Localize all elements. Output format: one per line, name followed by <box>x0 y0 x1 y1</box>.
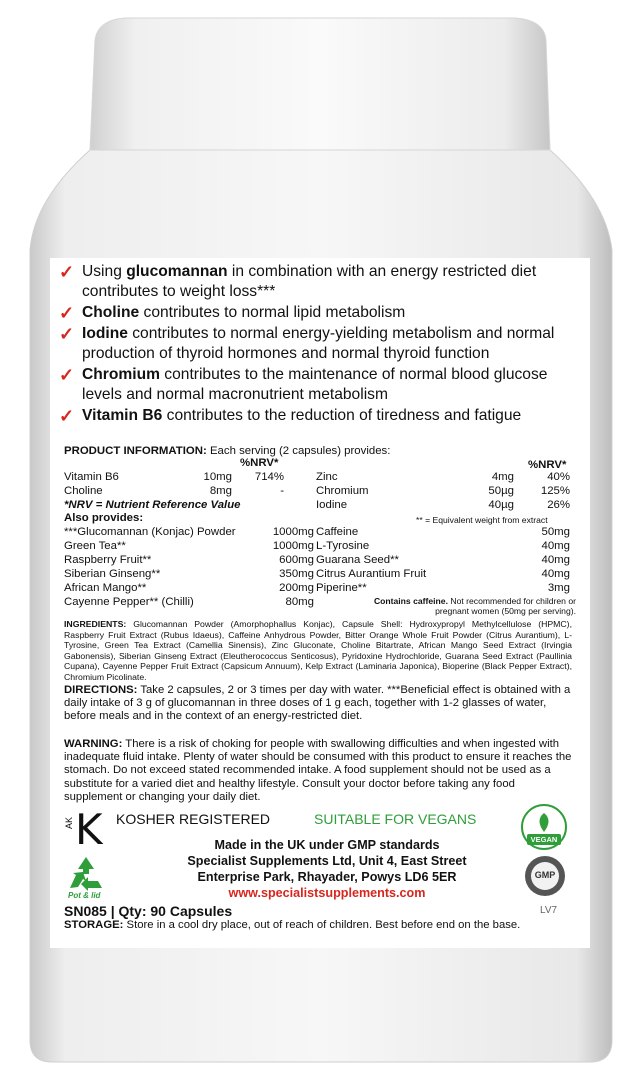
warning <box>64 738 574 804</box>
nrv-header-right: %NRV* <box>528 459 567 471</box>
claim-text: contributes to the reduction of tiredness and fatigue <box>162 407 522 424</box>
claim-nutrient: Vitamin B6 <box>82 407 163 424</box>
extract-name: Guarana Seed** <box>316 554 399 566</box>
product-info-heading: PRODUCT INFORMATION: <box>64 445 207 457</box>
also-provides-heading: Also provides: <box>64 512 144 524</box>
nutrient-nrv: 26% <box>547 499 570 511</box>
recycle-caption: Pot & lid <box>68 891 101 900</box>
kosher-logo-letter: K <box>75 805 103 854</box>
claim-text: contributes to the maintenance of normal blood glucose levels and normal macronutrient metabolism <box>82 366 548 403</box>
company-address-line: Enterprise Park, Rhayader, Powys LD6 5ER <box>197 870 457 884</box>
extract-name: ***Glucomannan (Konjac) Powder <box>64 526 236 538</box>
gmp-badge <box>525 856 565 896</box>
ingredients-text: Glucomannan Powder (Amorphophallus Konjac), Capsule Shell: Hydroxypropyl Methylcellulose (HPMC), Raspberry Fruit Extract (Rubus Idaeus), Caffeine Anhydrous Powder, Bitter Orange Whole Fruit Powder (Citrus Aurantium), L-Tyrosine, Green Tea Extract (Camellia Sinensis), Zinc Gluconate, Choline Bitartrate, African Mango Seed Extract (Irvingia Gabonensis), Siberian Ginseng Extract (Eleutherococcus Senticosus), Pyridoxine Hydrochloride, Guarana Seed Extract (Paullinia Cupana), Cayenne Pepper Fruit Extract (Capsicum Annuum), Kelp Extract (Laminaria Japonica), Bioperine (Black Pepper Extract), Chromium Picolinate. <box>64 619 572 682</box>
nutrient-amount: 50µg <box>488 485 514 497</box>
extract-name: L-Tyrosine <box>316 540 370 552</box>
extract-name: Siberian Ginseng** <box>64 568 161 580</box>
recycle-icon <box>64 854 108 892</box>
nrv-note: *NRV = Nutrient Reference Value <box>64 499 241 511</box>
caffeine-warning <box>340 596 576 616</box>
caffeine-warning-bold: Contains caffeine. <box>373 596 448 606</box>
nutrient-amount: 8mg <box>209 485 232 497</box>
warning-label: WARNING: <box>64 738 123 750</box>
nutrient-name: Chromium <box>316 485 369 497</box>
caffeine-warning-text: Not recommended for children or pregnant women (50mg per serving). <box>435 596 576 616</box>
made-in-uk-line: Made in the UK under GMP standards <box>214 838 440 852</box>
extract-name: Cayenne Pepper** (Chilli) <box>64 596 194 608</box>
directions-label: DIRECTIONS: <box>64 684 138 696</box>
kosher-logo-small-text: AK <box>64 817 74 830</box>
extract-name: Caffeine <box>316 526 359 538</box>
storage-label: STORAGE: <box>64 919 124 931</box>
nutrient-amount: 40µg <box>488 499 514 511</box>
extract-amount: 40mg <box>541 568 570 580</box>
vegan-badge-label: VEGAN <box>527 834 561 845</box>
claim-item <box>57 365 583 405</box>
extract-amount: 50mg <box>541 526 570 538</box>
nutrient-amount: 4mg <box>491 471 514 483</box>
claim-text: contributes to normal energy-yielding metabolism and normal production of thyroid hormones and normal thyroid function <box>82 325 555 362</box>
claim-item <box>57 303 583 323</box>
directions <box>64 684 574 724</box>
storage-instructions <box>64 919 520 931</box>
manufacturer-info <box>137 837 517 901</box>
nrv-header-left: %NRV* <box>240 457 279 469</box>
suitable-for-vegans-text: SUITABLE FOR VEGANS <box>314 811 477 827</box>
website-link[interactable]: www.specialistsupplements.com <box>228 886 426 900</box>
ingredients <box>64 619 572 682</box>
kosher-registered-text: KOSHER REGISTERED <box>116 811 271 827</box>
claim-item <box>57 324 583 364</box>
claim-item <box>57 262 583 302</box>
storage-text: Store in a cool dry place, out of reach of children. Best before end on the base. <box>123 919 521 931</box>
red-tick-icon: ✓ <box>59 406 75 426</box>
claim-text: Using <box>82 263 127 280</box>
nutrient-nrv: - <box>280 485 284 497</box>
kosher-logo <box>64 807 106 855</box>
extract-amount: 40mg <box>541 554 570 566</box>
extract-amount: 1000mg <box>272 540 314 552</box>
company-address-line: Specialist Supplements Ltd, Unit 4, East Street <box>187 854 467 868</box>
nutrient-nrv: 714% <box>254 471 284 483</box>
red-tick-icon: ✓ <box>59 262 75 282</box>
nutrient-name: Iodine <box>316 499 348 511</box>
extract-name: Citrus Aurantium Fruit <box>316 568 427 580</box>
extract-amount: 1000mg <box>272 526 314 538</box>
nutrient-name: Vitamin B6 <box>64 471 119 483</box>
health-claims <box>57 262 583 427</box>
claim-nutrient: glucomannan <box>126 263 228 280</box>
extract-amount: 80mg <box>285 596 314 608</box>
nutrient-nrv: 40% <box>547 471 570 483</box>
bottle-cap <box>90 18 550 150</box>
claim-nutrient: Choline <box>82 304 140 321</box>
extract-amount: 200mg <box>279 582 314 594</box>
claim-text: in combination with an energy restricted diet contributes to weight loss*** <box>82 263 537 300</box>
extract-name: Piperine** <box>316 582 367 594</box>
extract-name: African Mango** <box>64 582 147 594</box>
extract-name: Green Tea** <box>64 540 126 552</box>
recycle-logo <box>64 854 108 904</box>
vegan-badge <box>521 804 567 850</box>
red-tick-icon: ✓ <box>59 303 75 323</box>
sku-quantity: SN085 | Qty: 90 Capsules <box>64 903 233 919</box>
extract-amount: 40mg <box>541 540 570 552</box>
extract-amount: 3mg <box>547 582 570 594</box>
ingredients-label: INGREDIENTS: <box>64 619 127 629</box>
nutrient-name: Zinc <box>316 471 338 483</box>
claim-text: contributes to normal lipid metabolism <box>139 304 406 321</box>
warning-text: There is a risk of choking for people with swallowing difficulties and when ingested with inadequate fluid intake. Plenty of water should be consumed with this product to ensure it reaches the stomach. Do not exceed stated recommended intake. A food supplement should not be used as a substitute for a varied diet and healthy lifestyle. Consult your doctor before taking any food supplement or changing your daily diet. <box>64 738 572 803</box>
claim-nutrient: Chromium <box>82 366 160 383</box>
nutrient-nrv: 125% <box>540 485 570 497</box>
red-tick-icon: ✓ <box>59 324 75 344</box>
red-tick-icon: ✓ <box>59 365 75 385</box>
nutrient-amount: 10mg <box>203 471 232 483</box>
equivalent-weight-note: ** = Equivalent weight from extract <box>416 515 548 525</box>
claim-item <box>57 406 583 426</box>
product-label <box>57 262 583 942</box>
product-info-subheading: Each serving (2 capsules) provides: <box>206 445 391 457</box>
directions-text: Take 2 capsules, 2 or 3 times per day with water. ***Beneficial effect is obtained with a daily intake of 3 g of glucomannan in three doses of 1 g each, together with 1-2 glasses of water, before meals and in the context of an energy-restricted diet. <box>64 684 571 723</box>
extract-amount: 350mg <box>279 568 314 580</box>
leaf-icon <box>523 810 565 836</box>
extract-amount: 600mg <box>279 554 314 566</box>
gmp-badge-label: GMP <box>534 870 556 880</box>
claim-nutrient: Iodine <box>82 325 128 342</box>
extract-name: Raspberry Fruit** <box>64 554 152 566</box>
nutrient-name: Choline <box>64 485 103 497</box>
lot-code: LV7 <box>540 905 558 916</box>
